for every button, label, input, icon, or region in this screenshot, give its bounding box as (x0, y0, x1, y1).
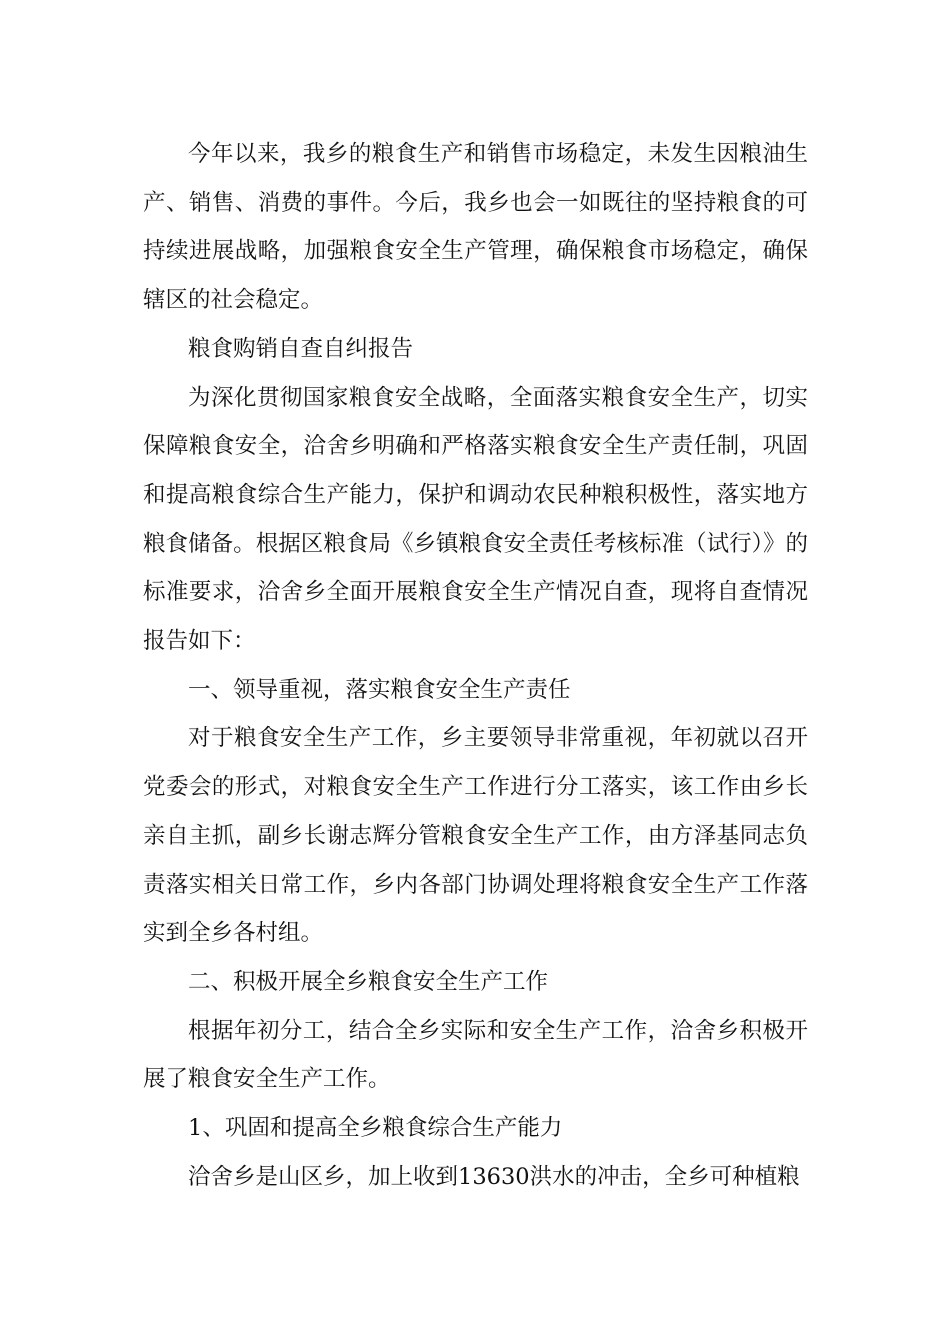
paragraph-summary: 今年以来，我乡的粮食生产和销售市场稳定，未发生因粮油生产、销售、消费的事件。今后，我乡也会一如既往的坚持粮食的可持续进展战略，加强粮食安全生产管理，确保粮食市场稳定，确保辖区的社会稳定。 (143, 141, 808, 314)
document-body (143, 130, 808, 1201)
paragraph-production-capacity: 洽舍乡是山区乡，加上收到13630洪水的冲击，全乡可种植粮 (188, 1163, 800, 1190)
paragraph-work-overview: 根据年初分工，结合全乡实际和安全生产工作，洽舍乡积极开展了粮食安全生产工作。 (143, 1017, 808, 1093)
paragraph-introduction: 为深化贯彻国家粮食安全战略，全面落实粮食安全生产，切实保障粮食安全，洽舍乡明确和严格落实粮食安全生产责任制，巩固和提高粮食综合生产能力，保护和调动农民种粮积极性，落实地方粮食储备。根据区粮食局《乡镇粮食安全责任考核标准（试行）》的标准要求，洽舍乡全面开展粮食安全生产情况自查，现将自查情况报告如下： (143, 384, 808, 655)
section-heading-1: 一、领导重视，落实粮食安全生产责任 (188, 676, 571, 703)
section-heading-2: 二、积极开展全乡粮食安全生产工作 (188, 968, 549, 995)
subsection-heading-1: 1、巩固和提高全乡粮食综合生产能力 (188, 1115, 563, 1142)
report-title: 粮食购销自查自纠报告 (188, 335, 414, 362)
paragraph-leadership: 对于粮食安全生产工作，乡主要领导非常重视，年初就以召开党委会的形式，对粮食安全生产工作进行分工落实，该工作由乡长亲自主抓，副乡长谢志辉分管粮食安全生产工作，由方泽基同志负责落实相关日常工作，乡内各部门协调处理将粮食安全生产工作落实到全乡各村组。 (143, 725, 808, 947)
